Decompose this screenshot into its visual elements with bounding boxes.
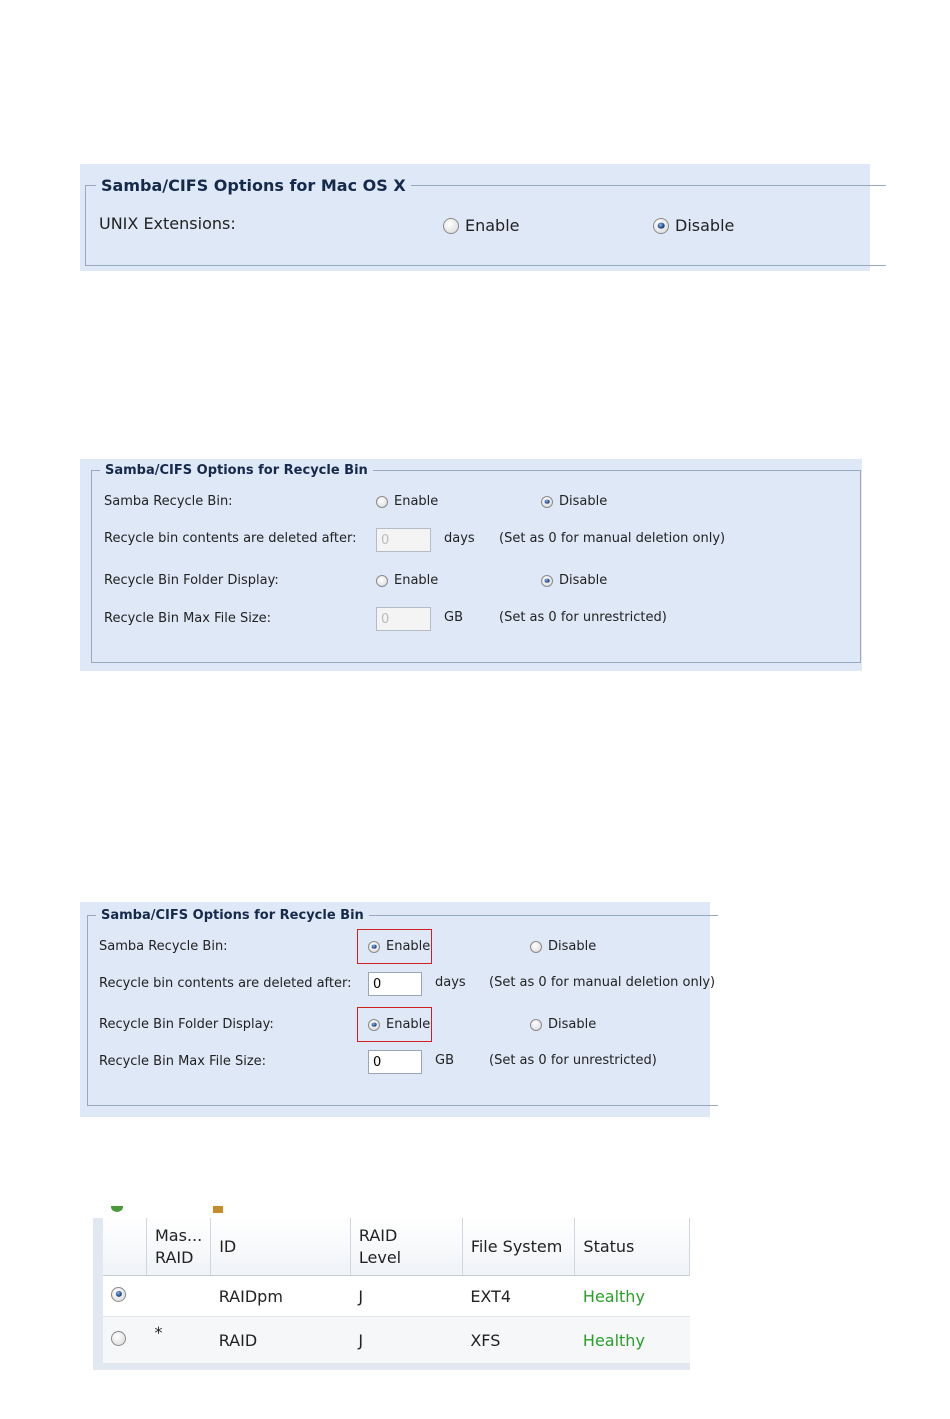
row-radio-selected-icon[interactable]: [111, 1287, 126, 1302]
master-cell: [147, 1276, 211, 1317]
radio-selected-icon[interactable]: [653, 218, 669, 234]
row-radio-icon[interactable]: [111, 1331, 126, 1346]
folder-disable-radio[interactable]: [541, 573, 607, 588]
table-header-row: [103, 1218, 690, 1276]
master-raid-column-header[interactable]: Mas... RAID: [147, 1218, 211, 1276]
folder-disable-label: Disable: [559, 573, 608, 588]
file-system-cell: EXT4: [462, 1276, 575, 1317]
deleted-after-label: Recycle bin contents are deleted after:: [104, 531, 357, 546]
folder-display-label: Recycle Bin Folder Display:: [104, 573, 279, 588]
radio-icon[interactable]: [530, 941, 542, 953]
radio-icon[interactable]: [376, 575, 388, 587]
raid-table: [103, 1218, 690, 1364]
file-system-column-header[interactable]: File System: [462, 1218, 575, 1276]
days-unit: days: [444, 531, 475, 546]
raid-level-cell: J: [350, 1276, 462, 1317]
radio-icon[interactable]: [443, 218, 459, 234]
samba-recycle-bin-label: Samba Recycle Bin:: [99, 939, 228, 954]
add-icon[interactable]: [111, 1206, 123, 1212]
folder-enable-label: Enable: [386, 1017, 431, 1032]
unix-enable-radio[interactable]: [443, 216, 520, 235]
radio-selected-icon[interactable]: [541, 496, 553, 508]
radio-selected-icon[interactable]: [541, 575, 553, 587]
mac-options-legend: Samba/CIFS Options for Mac OS X: [101, 176, 406, 195]
status-cell: Healthy: [575, 1317, 690, 1364]
id-cell: RAIDpm: [211, 1276, 351, 1317]
status-column-header[interactable]: Status: [575, 1218, 690, 1276]
folder-disable-label: Disable: [548, 1017, 597, 1032]
select-column-header: [103, 1218, 147, 1276]
recycle-disable-label: Disable: [559, 494, 608, 509]
status-cell: Healthy: [575, 1276, 690, 1317]
unix-enable-label: Enable: [465, 216, 520, 235]
file-system-cell: XFS: [462, 1317, 575, 1364]
recycle-bin-panel-disabled: [80, 459, 862, 671]
mac-options-panel: [80, 164, 870, 271]
recycle-bin-fieldset: [91, 463, 861, 663]
folder-display-label: Recycle Bin Folder Display:: [99, 1017, 274, 1032]
max-file-size-input[interactable]: [376, 607, 431, 631]
folder-disable-radio[interactable]: [530, 1017, 596, 1032]
radio-icon[interactable]: [530, 1019, 542, 1031]
days-unit: days: [435, 975, 466, 990]
gb-note: (Set as 0 for unrestricted): [499, 610, 667, 625]
recycle-disable-radio[interactable]: [541, 494, 607, 509]
days-note: (Set as 0 for manual deletion only): [499, 531, 726, 546]
gb-note: (Set as 0 for unrestricted): [489, 1053, 657, 1068]
recycle-enable-radio[interactable]: [368, 939, 430, 954]
days-note: (Set as 0 for manual deletion only): [489, 975, 716, 990]
max-file-size-label: Recycle Bin Max File Size:: [104, 611, 272, 626]
radio-selected-icon[interactable]: [368, 1019, 380, 1031]
toolbar: [93, 1206, 690, 1218]
recycle-enable-label: Enable: [386, 939, 431, 954]
recycle-bin-panel-enabled: [80, 902, 716, 1117]
folder-enable-radio[interactable]: [376, 573, 438, 588]
radio-selected-icon[interactable]: [368, 941, 380, 953]
edit-icon[interactable]: [213, 1206, 223, 1213]
radio-icon[interactable]: [376, 496, 388, 508]
recycle-enable-label: Enable: [394, 494, 439, 509]
raid-level-column-header[interactable]: RAID Level: [350, 1218, 462, 1276]
table-row[interactable]: [103, 1276, 690, 1317]
max-file-size-label: Recycle Bin Max File Size:: [99, 1054, 267, 1069]
raid-level-cell: J: [350, 1317, 462, 1364]
deleted-after-label: Recycle bin contents are deleted after:: [99, 976, 352, 991]
recycle-bin-legend: Samba/CIFS Options for Recycle Bin: [101, 908, 364, 923]
max-file-size-input[interactable]: [368, 1050, 422, 1074]
gb-unit: GB: [444, 610, 463, 625]
recycle-enable-radio[interactable]: [376, 494, 438, 509]
recycle-bin-legend: Samba/CIFS Options for Recycle Bin: [105, 463, 368, 478]
raid-grid: [103, 1218, 690, 1360]
recycle-disable-radio[interactable]: [530, 939, 596, 954]
deleted-after-input[interactable]: [368, 972, 422, 996]
folder-enable-radio[interactable]: [368, 1017, 430, 1032]
folder-enable-label: Enable: [394, 573, 439, 588]
id-cell: RAID: [211, 1317, 351, 1364]
table-row[interactable]: [103, 1317, 690, 1364]
raid-list-panel: [93, 1206, 690, 1370]
id-column-header[interactable]: ID: [211, 1218, 351, 1276]
samba-recycle-bin-label: Samba Recycle Bin:: [104, 494, 233, 509]
unix-disable-label: Disable: [675, 216, 735, 235]
unix-disable-radio[interactable]: [653, 216, 734, 235]
master-cell: *: [147, 1317, 211, 1364]
recycle-disable-label: Disable: [548, 939, 597, 954]
unix-extensions-label: UNIX Extensions:: [99, 214, 236, 233]
deleted-after-input[interactable]: [376, 528, 431, 552]
gb-unit: GB: [435, 1053, 454, 1068]
